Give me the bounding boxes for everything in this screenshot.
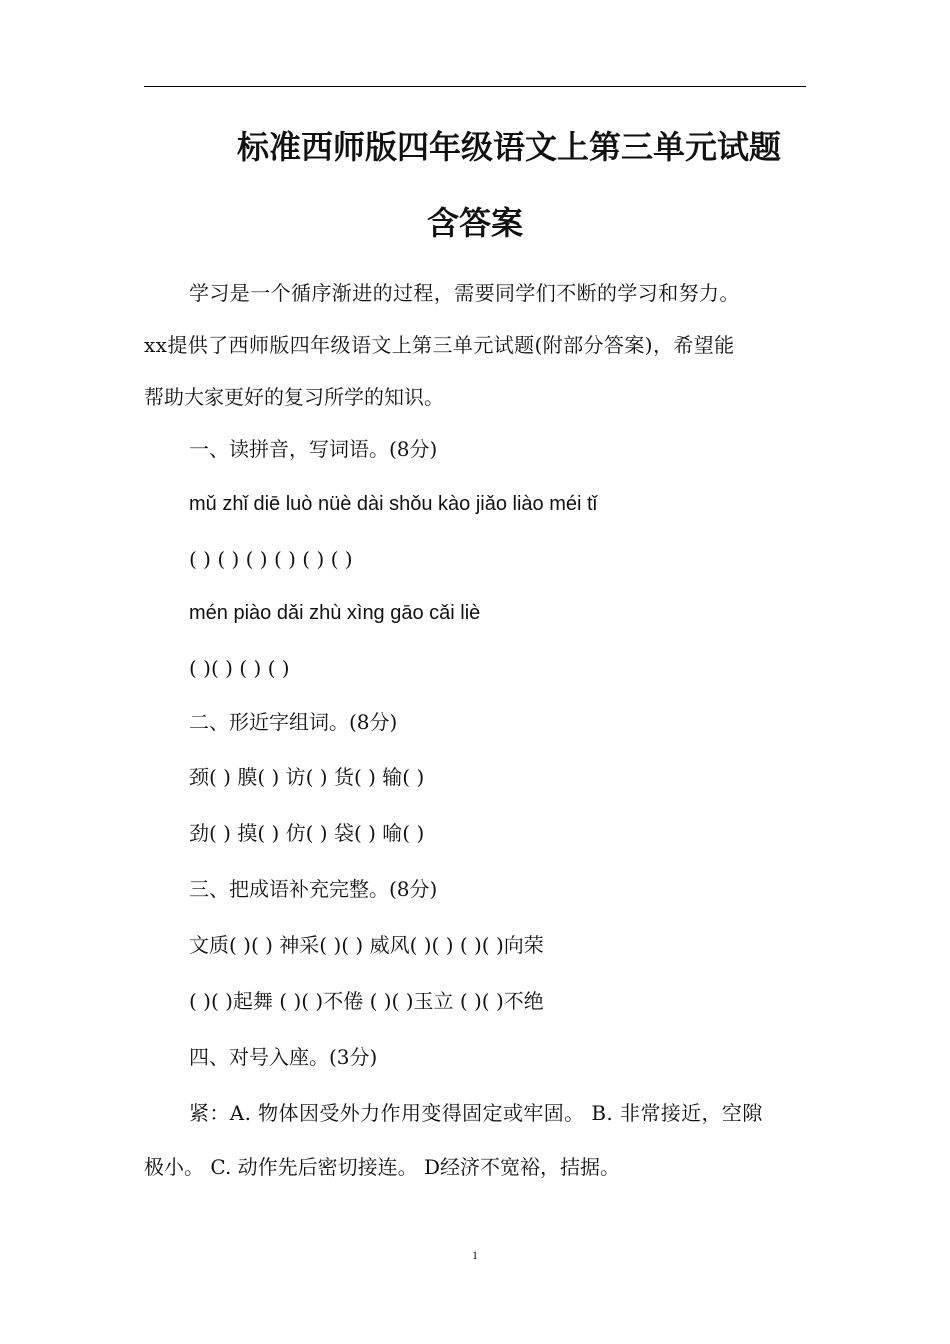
section4-heading: 四、对号入座。(3分) bbox=[189, 1045, 378, 1069]
section1-blanks-row2: ( )( ) ( ) ( ) bbox=[189, 656, 290, 680]
section1-blanks-row1: ( ) ( ) ( ) ( ) ( ) ( ) bbox=[189, 547, 353, 571]
section1-heading: 一、读拼音，写词语。(8分) bbox=[189, 437, 438, 461]
intro-line-1: 学习是一个循序渐进的过程，需要同学们不断的学习和努力。 bbox=[189, 281, 740, 305]
intro-line-2: xx提供了西师版四年级语文上第三单元试题(附部分答案)，希望能 bbox=[144, 333, 735, 357]
section4-line1: 紧：A. 物体因受外力作用变得固定或牢固。 B. 非常接近，空隙 bbox=[189, 1101, 763, 1125]
section3-row1: 文质( )( ) 神采( )( ) 威风( )( ) ( )( )向荣 bbox=[189, 933, 544, 957]
intro-line-3: 帮助大家更好的复习所学的知识。 bbox=[144, 385, 444, 409]
document-title-line2: 含答案 bbox=[426, 204, 523, 242]
section1-pinyin-row1: mǔ zhǐ diē luò nüè dài shǒu kào jiǎo liào méi tǐ bbox=[189, 493, 598, 515]
section3-row2: ( )( )起舞 ( )( )不倦 ( )( )玉立 ( )( )不绝 bbox=[189, 989, 544, 1013]
header-rule bbox=[144, 86, 806, 87]
section2-heading: 二、形近字组词。(8分) bbox=[189, 710, 398, 734]
section4-line2: 极小。 C. 动作先后密切接连。 D经济不宽裕，拮据。 bbox=[144, 1155, 621, 1179]
page-number: 1 bbox=[472, 1248, 478, 1262]
section3-heading: 三、把成语补充完整。(8分) bbox=[189, 877, 438, 901]
section2-row1: 颈( ) 膜( ) 访( ) 货( ) 输( ) bbox=[189, 765, 425, 789]
document-title-line1: 标准西师版四年级语文上第三单元试题 bbox=[236, 128, 781, 166]
section1-pinyin-row2: mén piào dǎi zhù xìng gāo cǎi liè bbox=[189, 602, 481, 624]
section2-row2: 劲( ) 摸( ) 仿( ) 袋( ) 喻( ) bbox=[189, 821, 425, 845]
